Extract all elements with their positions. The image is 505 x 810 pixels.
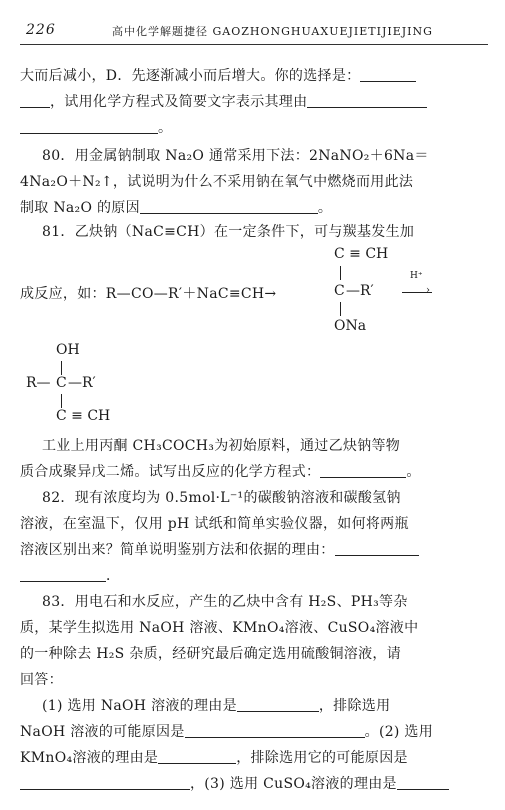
question-83: 83．用电石和水反应，产生的乙炔中含有 H₂S、PH₃等杂 xyxy=(42,594,408,610)
question-80: 80．用金属钠制取 Na₂O 通常采用下法：2NaNO₂＋6Na＝ xyxy=(42,148,429,164)
question-82: 82．现有浓度均为 0.5mol·L⁻¹的碳酸钠溶液和碳酸氢钠 xyxy=(42,490,401,506)
answer-blank[interactable] xyxy=(360,65,416,82)
text-line: ． xyxy=(20,564,120,588)
chem-triple-bond: C ≡ CH xyxy=(56,408,111,424)
text-line: KMnO₄溶液的理由是 ，排除选用它的可能原因是 xyxy=(20,746,408,770)
answer-blank[interactable] xyxy=(237,695,319,712)
answer-blank[interactable] xyxy=(335,539,419,556)
text-line: 工业上用丙酮 CH₃COCH₃为初始原料，通过乙炔钠等物 xyxy=(42,438,401,454)
arrow-label: H⁺ xyxy=(410,271,423,281)
bond-line xyxy=(61,361,62,375)
answer-blank[interactable] xyxy=(307,91,427,108)
text-line: 4Na₂O＋N₂↑，试说明为什么不采用钠在氧气中燃烧而用此法 xyxy=(20,174,414,190)
bond-line xyxy=(61,394,62,408)
chem-oh: OH xyxy=(56,342,80,358)
chem-r-group: —R′ xyxy=(68,375,96,391)
text-line: ，试用化学方程式及简要文字表示其理由 xyxy=(20,90,427,114)
question-81: 81．乙炔钠（NaC≡CH）在一定条件下，可与羰基发生加 xyxy=(42,224,415,240)
answer-blank[interactable] xyxy=(20,773,190,790)
answer-blank[interactable] xyxy=(140,197,318,214)
text-line: ，(3) 选用 CuSO₄溶液的理由是 xyxy=(20,772,449,796)
answer-blank[interactable] xyxy=(185,721,365,738)
chem-ona: ONa xyxy=(334,318,367,334)
text-line: 制取 Na₂O 的原因 。 xyxy=(20,196,332,220)
text-line: (1) 选用 NaOH 溶液的理由是 ，排除选用 xyxy=(42,694,390,718)
text-line: 溶液区别出来？简单说明鉴别方法和依据的理由： xyxy=(20,538,419,562)
running-title: 高中化学解题捷径 GAOZHONGHUAXUEJIETIJIEJING xyxy=(112,25,433,38)
chem-carbon: C xyxy=(334,283,345,299)
answer-blank[interactable] xyxy=(20,565,106,582)
chem-r-group: R— xyxy=(26,375,51,391)
answer-blank[interactable] xyxy=(158,747,236,764)
text-line: 质合成聚异戊二烯。试写出反应的化学方程式： 。 xyxy=(20,460,421,484)
bond-line xyxy=(340,266,341,280)
answer-blank[interactable] xyxy=(20,117,158,134)
chem-r-group: —R′ xyxy=(346,283,374,299)
text-line: 大而后减小，D．先逐渐减小而后增大。你的选择是： xyxy=(20,64,416,88)
page-number: 226 xyxy=(26,22,56,38)
text-line: 回答： xyxy=(20,672,63,688)
text-line: 质，某学生拟选用 NaOH 溶液、KMnO₄溶液、CuSO₄溶液中 xyxy=(20,620,419,636)
chem-carbon: C xyxy=(56,375,67,391)
arrow-head: › xyxy=(426,285,430,296)
text-line: 成反应，如：R—CO—R′＋NaC≡CH→ xyxy=(20,286,277,302)
bond-line xyxy=(340,302,341,316)
text-line: 。 xyxy=(20,116,172,140)
answer-blank[interactable] xyxy=(320,461,406,478)
answer-blank[interactable] xyxy=(20,91,50,108)
page-header xyxy=(20,8,488,45)
text-line: NaOH 溶液的可能原因是 。(2) 选用 xyxy=(20,720,433,744)
text-line: 的一种除去 H₂S 杂质，经研究最后确定选用硫酸铜溶液，请 xyxy=(20,646,402,662)
chem-triple-bond: C ≡ CH xyxy=(334,246,389,262)
answer-blank[interactable] xyxy=(397,773,449,790)
text-line: 溶液，在室温下，仅用 pH 试纸和简单实验仪器，如何将两瓶 xyxy=(20,516,409,532)
